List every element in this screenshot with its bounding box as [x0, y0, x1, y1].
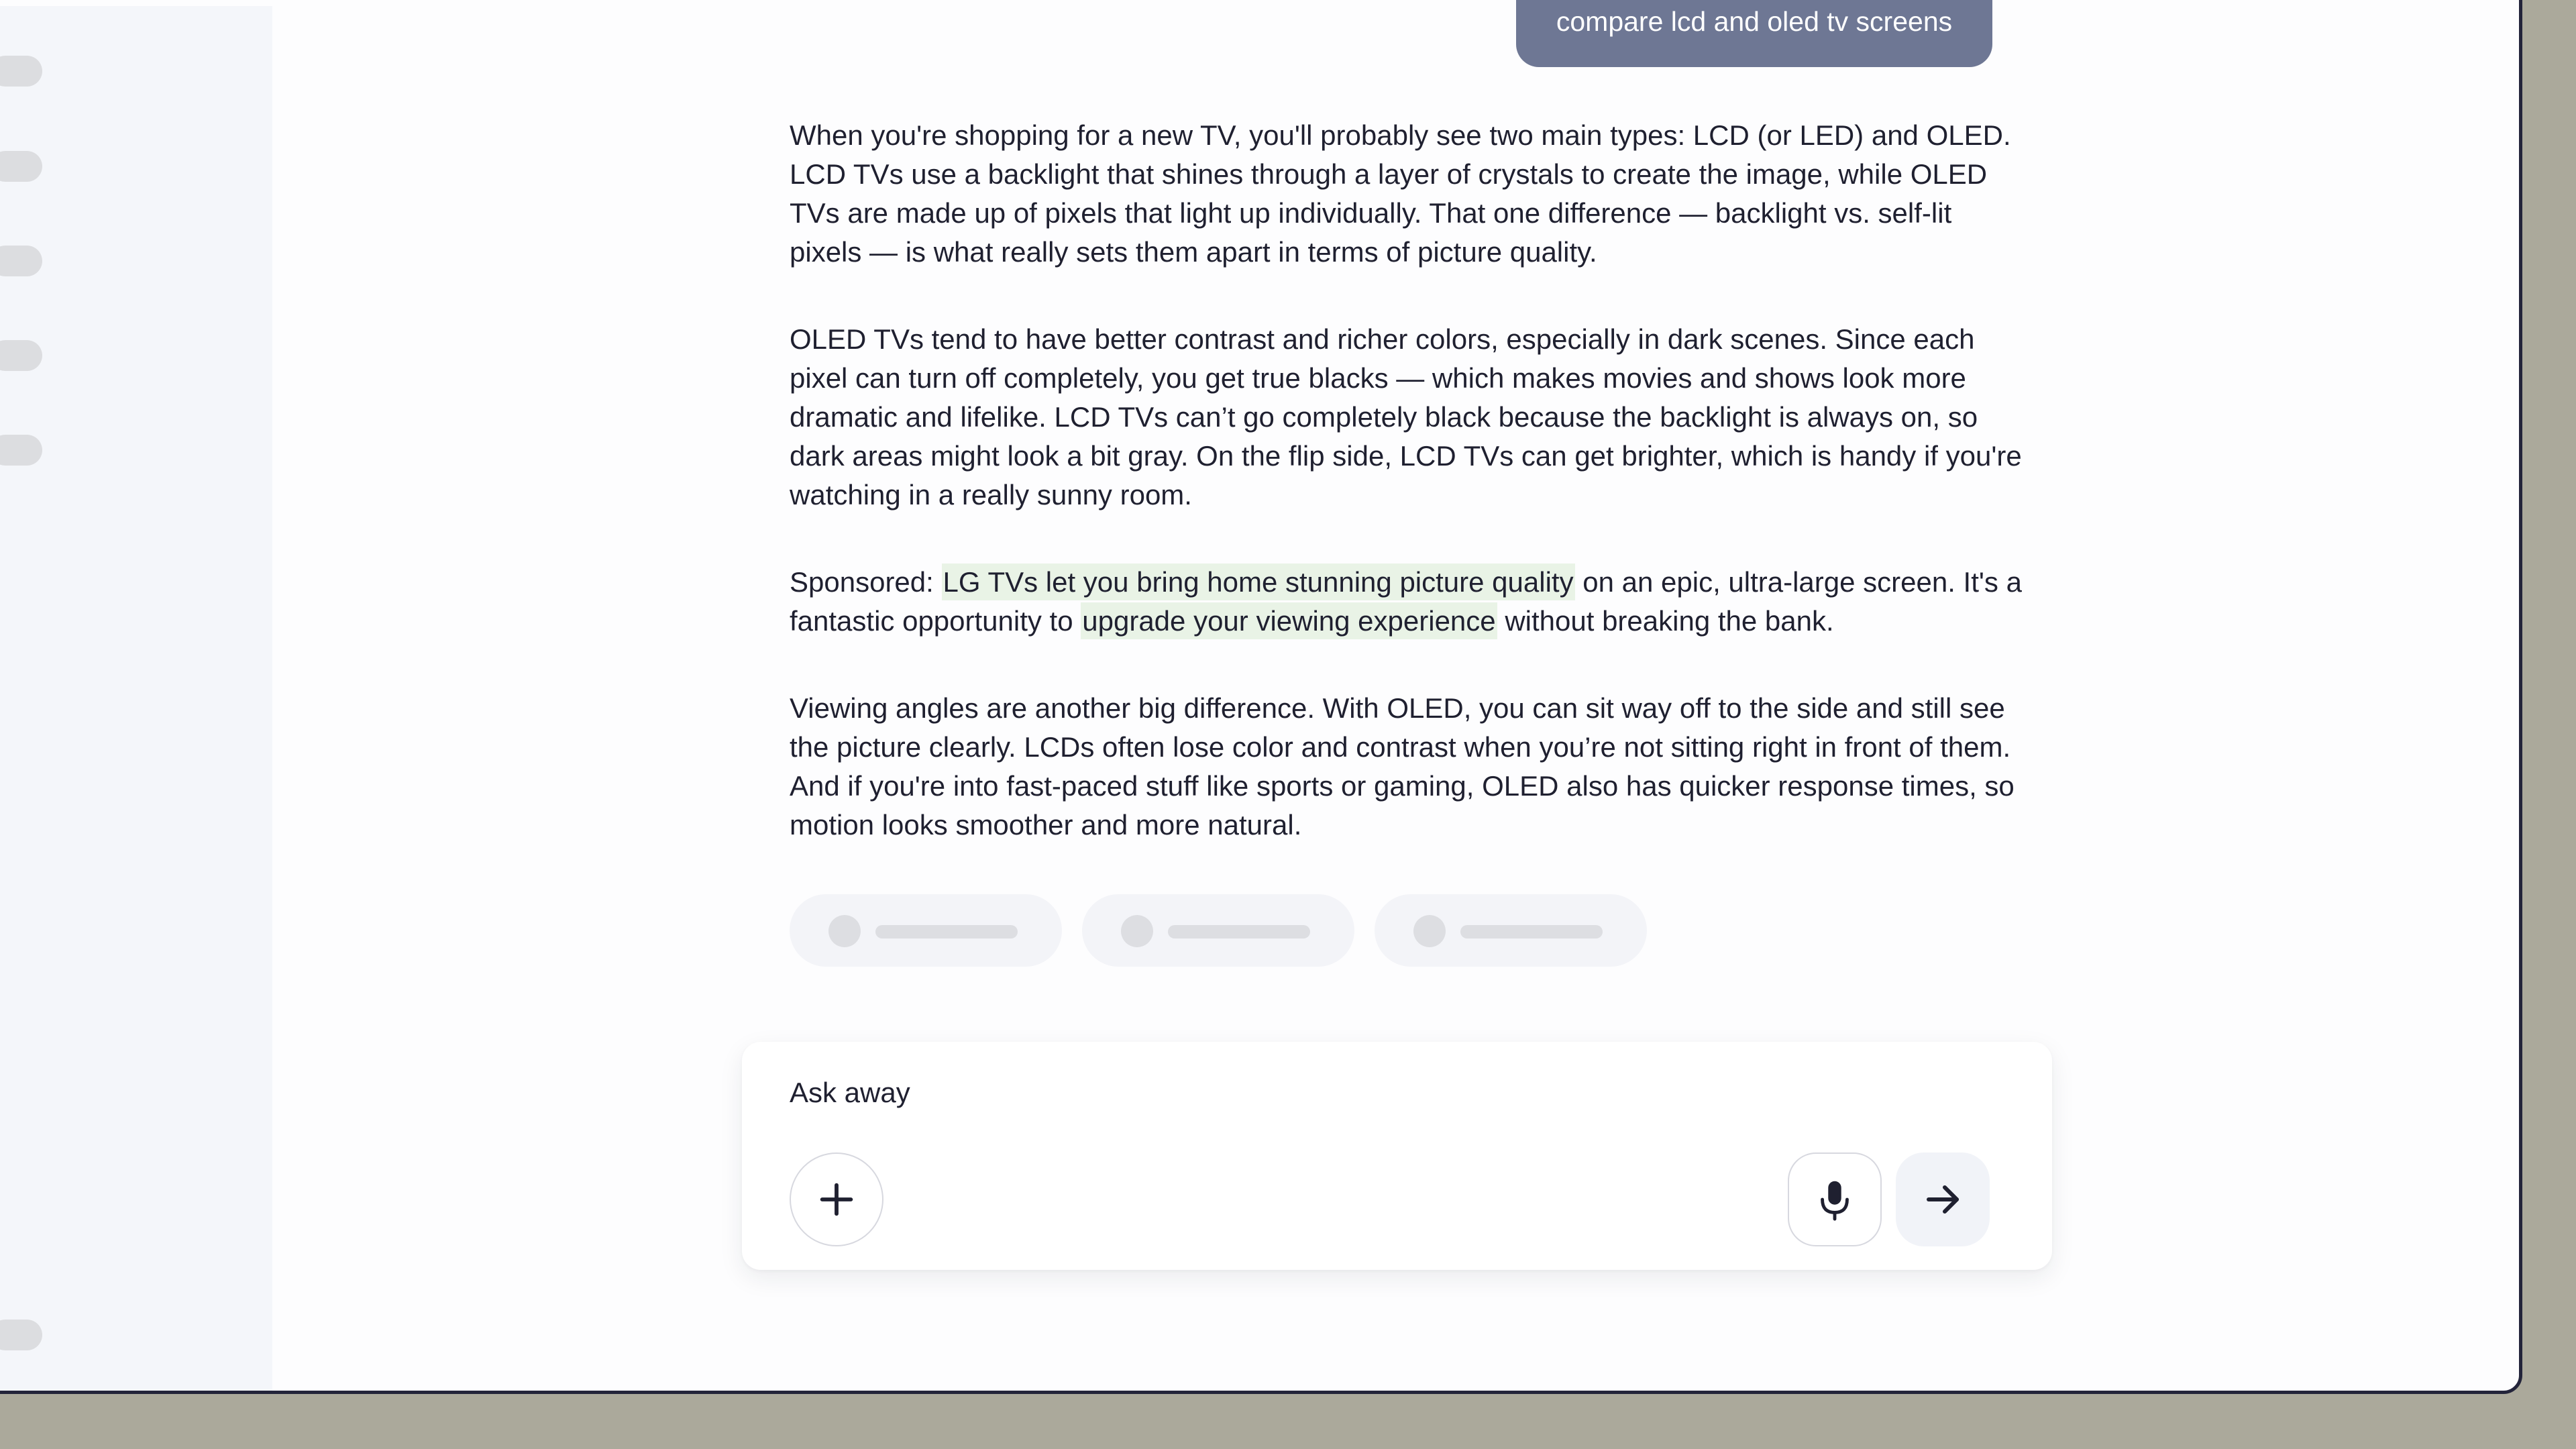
- suggestion-chip-placeholder[interactable]: [1375, 894, 1647, 967]
- voice-input-button[interactable]: [1788, 1152, 1882, 1246]
- answer-paragraph: When you're shopping for a new TV, you'll probably see two main types: LCD (or LED) and OLED. LCD TVs use a backlight that shines through a layer of crystals to create the image, while OLED TVs are made up of pixels that light up individually. That one difference — backlight vs. self-lit pixels — is what really sets them apart in terms of picture quality.: [790, 119, 2011, 268]
- sidebar-item-placeholder[interactable]: [0, 151, 42, 182]
- sidebar: [0, 6, 272, 1394]
- suggestion-chip-placeholder[interactable]: [790, 894, 1062, 967]
- chip-icon-placeholder: [1121, 915, 1153, 947]
- sidebar-item-placeholder[interactable]: [0, 340, 42, 371]
- microphone-icon: [1789, 1154, 1880, 1245]
- chip-icon-placeholder: [828, 915, 861, 947]
- sidebar-item-placeholder[interactable]: [0, 56, 42, 87]
- chat-composer: [742, 1042, 2052, 1270]
- chip-icon-placeholder: [1413, 915, 1446, 947]
- chip-label-placeholder: [1460, 925, 1603, 938]
- answer-paragraph: OLED TVs tend to have better contrast and richer colors, especially in dark scenes. Since each pixel can turn off completely, you get true blacks — which makes movies and shows look more dramatic and lifelike. LCD TVs can’t go completely black because the backlight is always on, so dark areas might look a bit gray. On the flip side, LCD TVs can get brighter, which is handy if you're watching in a really sunny room.: [790, 323, 2022, 511]
- chat-input[interactable]: Ask away: [790, 1077, 910, 1108]
- plus-icon: [791, 1154, 882, 1245]
- sidebar-item-placeholder[interactable]: [0, 246, 42, 276]
- add-attachment-button[interactable]: [790, 1152, 883, 1246]
- sponsored-text: on an epic, ultra-large screen. It's a fantastic opportunity to: [790, 566, 2022, 637]
- suggestion-chip-placeholder[interactable]: [1082, 894, 1354, 967]
- assistant-answer: [790, 116, 2024, 893]
- arrow-right-icon: [1896, 1152, 1990, 1246]
- sidebar-item-placeholder[interactable]: [0, 435, 42, 466]
- user-message-bubble: compare lcd and oled tv screens: [1516, 0, 1992, 67]
- answer-paragraph: Viewing angles are another big difference. With OLED, you can sit way off to the side and still see the picture clearly. LCDs often lose color and contrast when you’re not sitting right in front of them. And if you're into fast-paced stuff like sports or gaming, OLED also has quicker response times, so motion looks smoother and more natural.: [790, 692, 2015, 841]
- sidebar-item-placeholder[interactable]: [0, 1320, 42, 1350]
- sponsored-text: without breaking the bank.: [1497, 605, 1834, 637]
- chip-label-placeholder: [875, 925, 1018, 938]
- chip-label-placeholder: [1168, 925, 1310, 938]
- sponsored-paragraph: [790, 563, 2024, 641]
- sponsored-highlight[interactable]: LG TVs let you bring home stunning picture quality: [942, 564, 1575, 600]
- send-button[interactable]: [1896, 1152, 1990, 1246]
- sponsored-highlight[interactable]: upgrade your viewing experience: [1081, 602, 1497, 639]
- sponsored-label: Sponsored:: [790, 566, 942, 598]
